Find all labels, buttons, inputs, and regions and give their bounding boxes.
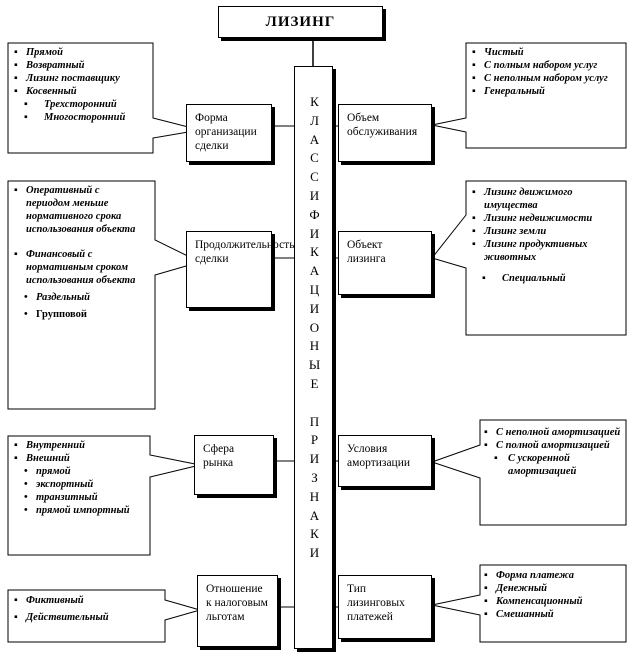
- callout-item: ▪ Чистый: [472, 46, 622, 59]
- center-letter: Р: [310, 432, 319, 448]
- node-organization-form: Форма организации сделки: [186, 104, 272, 162]
- callout-item: • Раздельный: [14, 291, 144, 304]
- callout-right-2: [472, 186, 622, 285]
- callout-item: ▪ Действительный: [14, 611, 159, 624]
- node-depreciation: Условия амортизации: [338, 435, 432, 487]
- callout-item: ▪ Специальный: [472, 272, 622, 285]
- callout-left-4: [14, 594, 159, 624]
- center-letter: А: [309, 131, 320, 147]
- callout-item: ▪ Лизинг продуктивных животных: [472, 238, 622, 264]
- center-letter: С: [310, 150, 319, 166]
- callout-item: ▪ С полной амортизацией: [484, 439, 624, 452]
- callout-item: ▪ Оперативный с периодом меньше нормативного срока использования объекта: [14, 184, 144, 236]
- callout-item: ▪ Косвенный: [14, 85, 154, 98]
- callout-item: ▪ Лизинг поставщику: [14, 72, 154, 85]
- callout-item: ▪ С ускоренной амортизацией: [484, 452, 624, 478]
- callout-item: ▪ Фиктивный: [14, 594, 159, 607]
- callout-item: ▪ Генеральный: [472, 85, 622, 98]
- callout-item: ▪ Лизинг земли: [472, 225, 622, 238]
- callout-item: ▪ Внутренний: [14, 439, 144, 452]
- callout-item: ▪ С полным набором услуг: [472, 59, 622, 72]
- center-letter: О: [309, 319, 320, 335]
- center-letter: И: [309, 451, 320, 467]
- callout-item: ▪ Многосторонний: [14, 111, 154, 124]
- callout-right-1: [472, 46, 622, 98]
- node-leasing-object: Объект лизинга: [338, 231, 432, 295]
- callout-item: ▪ Лизинг движимого имущества: [472, 186, 622, 212]
- center-letter: Ф: [309, 206, 320, 222]
- callout-item: ▪ Смешанный: [484, 608, 624, 621]
- center-letter: К: [310, 526, 319, 542]
- classification-column: [294, 66, 333, 649]
- center-letter: И: [309, 300, 320, 316]
- callout-item: ▪ Финансовый с нормативным сроком использования объекта: [14, 248, 144, 287]
- callout-item: ▪ Трехсторонний: [14, 98, 154, 111]
- callout-left-1: [14, 46, 154, 124]
- center-letter: Н: [309, 488, 320, 504]
- center-letter: А: [309, 507, 320, 523]
- node-service-volume: Объем обслуживания: [338, 104, 432, 162]
- callout-item: ▪ Прямой: [14, 46, 154, 59]
- center-letter: С: [310, 169, 319, 185]
- node-tax-benefits: Отношение к налоговым льготам: [197, 575, 278, 647]
- center-letter: Е: [310, 376, 319, 391]
- center-letter: А: [309, 263, 320, 279]
- callout-item: ▪ Форма платежа: [484, 569, 624, 582]
- callout-item: ▪ С неполным набором услуг: [472, 72, 622, 85]
- callout-item: ▪ Возвратный: [14, 59, 154, 72]
- callout-item: • прямой: [14, 465, 144, 478]
- diagram-title: ЛИЗИНГ: [218, 6, 383, 38]
- center-letter: И: [309, 188, 320, 203]
- center-letter: Ы: [308, 357, 321, 373]
- center-letter: П: [309, 413, 320, 429]
- callout-item: ▪ Компенсационный: [484, 595, 624, 608]
- callout-right-4: [484, 569, 624, 621]
- callout-left-2: [14, 184, 144, 321]
- node-market-sphere: Сфера рынка: [194, 435, 274, 495]
- callout-item: ▪ Внешний: [14, 452, 144, 465]
- center-letter: З: [311, 470, 318, 485]
- callout-item: • экспортный: [14, 478, 144, 491]
- center-letter: Ц: [309, 282, 320, 297]
- center-letter: Н: [309, 338, 320, 354]
- callout-item: ▪ Лизинг недвижимости: [472, 212, 622, 225]
- center-letter: К: [310, 94, 319, 109]
- callout-item: ▪ Денежный: [484, 582, 624, 595]
- callout-item: • Групповой: [14, 308, 144, 321]
- callout-item: ▪ С неполной амортизацией: [484, 426, 624, 439]
- callout-left-3: [14, 439, 144, 517]
- callout-item: • прямой импортный: [14, 504, 144, 517]
- center-letter: К: [310, 244, 319, 260]
- callout-right-3: [484, 426, 624, 478]
- center-letter: Л: [310, 112, 319, 128]
- center-letter: И: [309, 545, 320, 561]
- node-duration: Продолжительность сделки: [186, 231, 272, 308]
- center-letter: И: [309, 225, 320, 241]
- callout-item: • транзитный: [14, 491, 144, 504]
- node-payment-type: Тип лизинговых платежей: [338, 575, 432, 639]
